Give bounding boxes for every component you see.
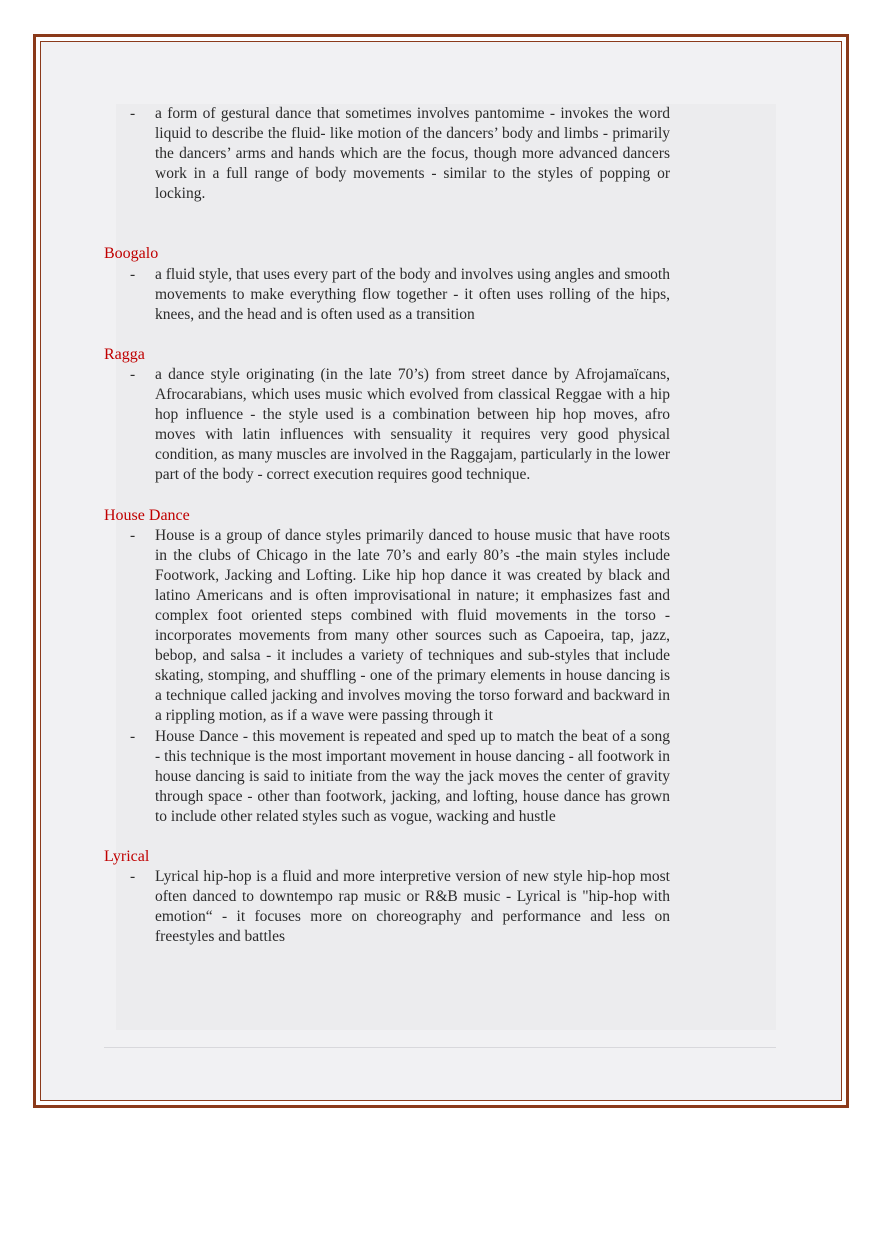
- list-item-text: a form of gestural dance that sometimes involves pantomime - invokes the word liquid to describe the fluid- like motion of the dancers’ body and limbs - primarily the dancers’ arms and hands which are the focus, though more advanced dancers work in a full range of body movements - similar to the styles of popping or locking.: [155, 105, 670, 203]
- list-item-text: Lyrical hip-hop is a fluid and more interpretive version of new style hip-hop most often danced to downtempo rap music or R&B music - Lyrical is "hip-hop with emotion“ - it focuses more on choreography and performance and less on freestyles and battles: [155, 868, 670, 946]
- list-item: [104, 526, 670, 727]
- bullet-dash: -: [130, 526, 136, 544]
- bullet-dash: -: [130, 727, 136, 745]
- section-heading-house-dance: House Dance: [104, 506, 190, 524]
- bullet-dash: -: [130, 265, 136, 283]
- list-item: [104, 265, 670, 325]
- list-item-text: a fluid style, that uses every part of the body and involves using angles and smooth movements to make everything flow together - it often uses rolling of the hips, knees, and the head and is often used as a transition: [155, 265, 670, 323]
- list-item-text: House is a group of dance styles primarily danced to house music that have roots in the clubs of Chicago in the late 70’s and early 80’s -the main styles include Footwork, Jacking and Lofting. Like hip hop dance it was created by black and latino Americans and is often improvisational in nature; it emphasizes fast and complex foot oriented steps combined with fluid movements in the torso - incorporates movements from many other sources such as Capoeira, tap, jazz, bebop, and salsa - it includes a variety of techniques and sub-styles that include skating, stomping, and shuffling - one of the primary elements in house dancing is a technique called jacking and involves moving the torso forward and backward in a rippling motion, as if a wave were passing through it: [155, 526, 670, 725]
- bullet-dash: -: [130, 105, 136, 122]
- bullet-dash: -: [130, 365, 136, 383]
- section-heading-boogalo: Boogalo: [104, 245, 159, 263]
- bottom-divider: [104, 1047, 776, 1048]
- list-item: [104, 104, 670, 204]
- list-item: [104, 727, 670, 827]
- section-heading-ragga: Ragga: [104, 345, 145, 363]
- document-body: [104, 104, 670, 947]
- list-item: [104, 365, 670, 486]
- list-item-text: a dance style originating (in the late 70’s) from street dance by Afrojamaïcans, Afrocarabians, which uses music which evolved from classical Reggae with a hip hop influence - the style used is a combination between hip hop moves, afro moves with latin influences with sensuality it requires very good physical condition, as many muscles are involved in the Raggajam, particularly in the lower part of the body - correct execution requires good technique.: [155, 365, 670, 484]
- list-item: [104, 867, 670, 947]
- bullet-dash: -: [130, 868, 136, 886]
- section-heading-lyrical: Lyrical: [104, 848, 150, 865]
- list-item-text: House Dance - this movement is repeated and sped up to match the beat of a song - this technique is the most important movement in house dancing - all footwork in house dancing is said to initiate from the way the jack moves the center of gravity through space - other than footwork, jacking, and lofting, house dance has grown to include other related styles such as vogue, wacking and hustle: [155, 727, 670, 825]
